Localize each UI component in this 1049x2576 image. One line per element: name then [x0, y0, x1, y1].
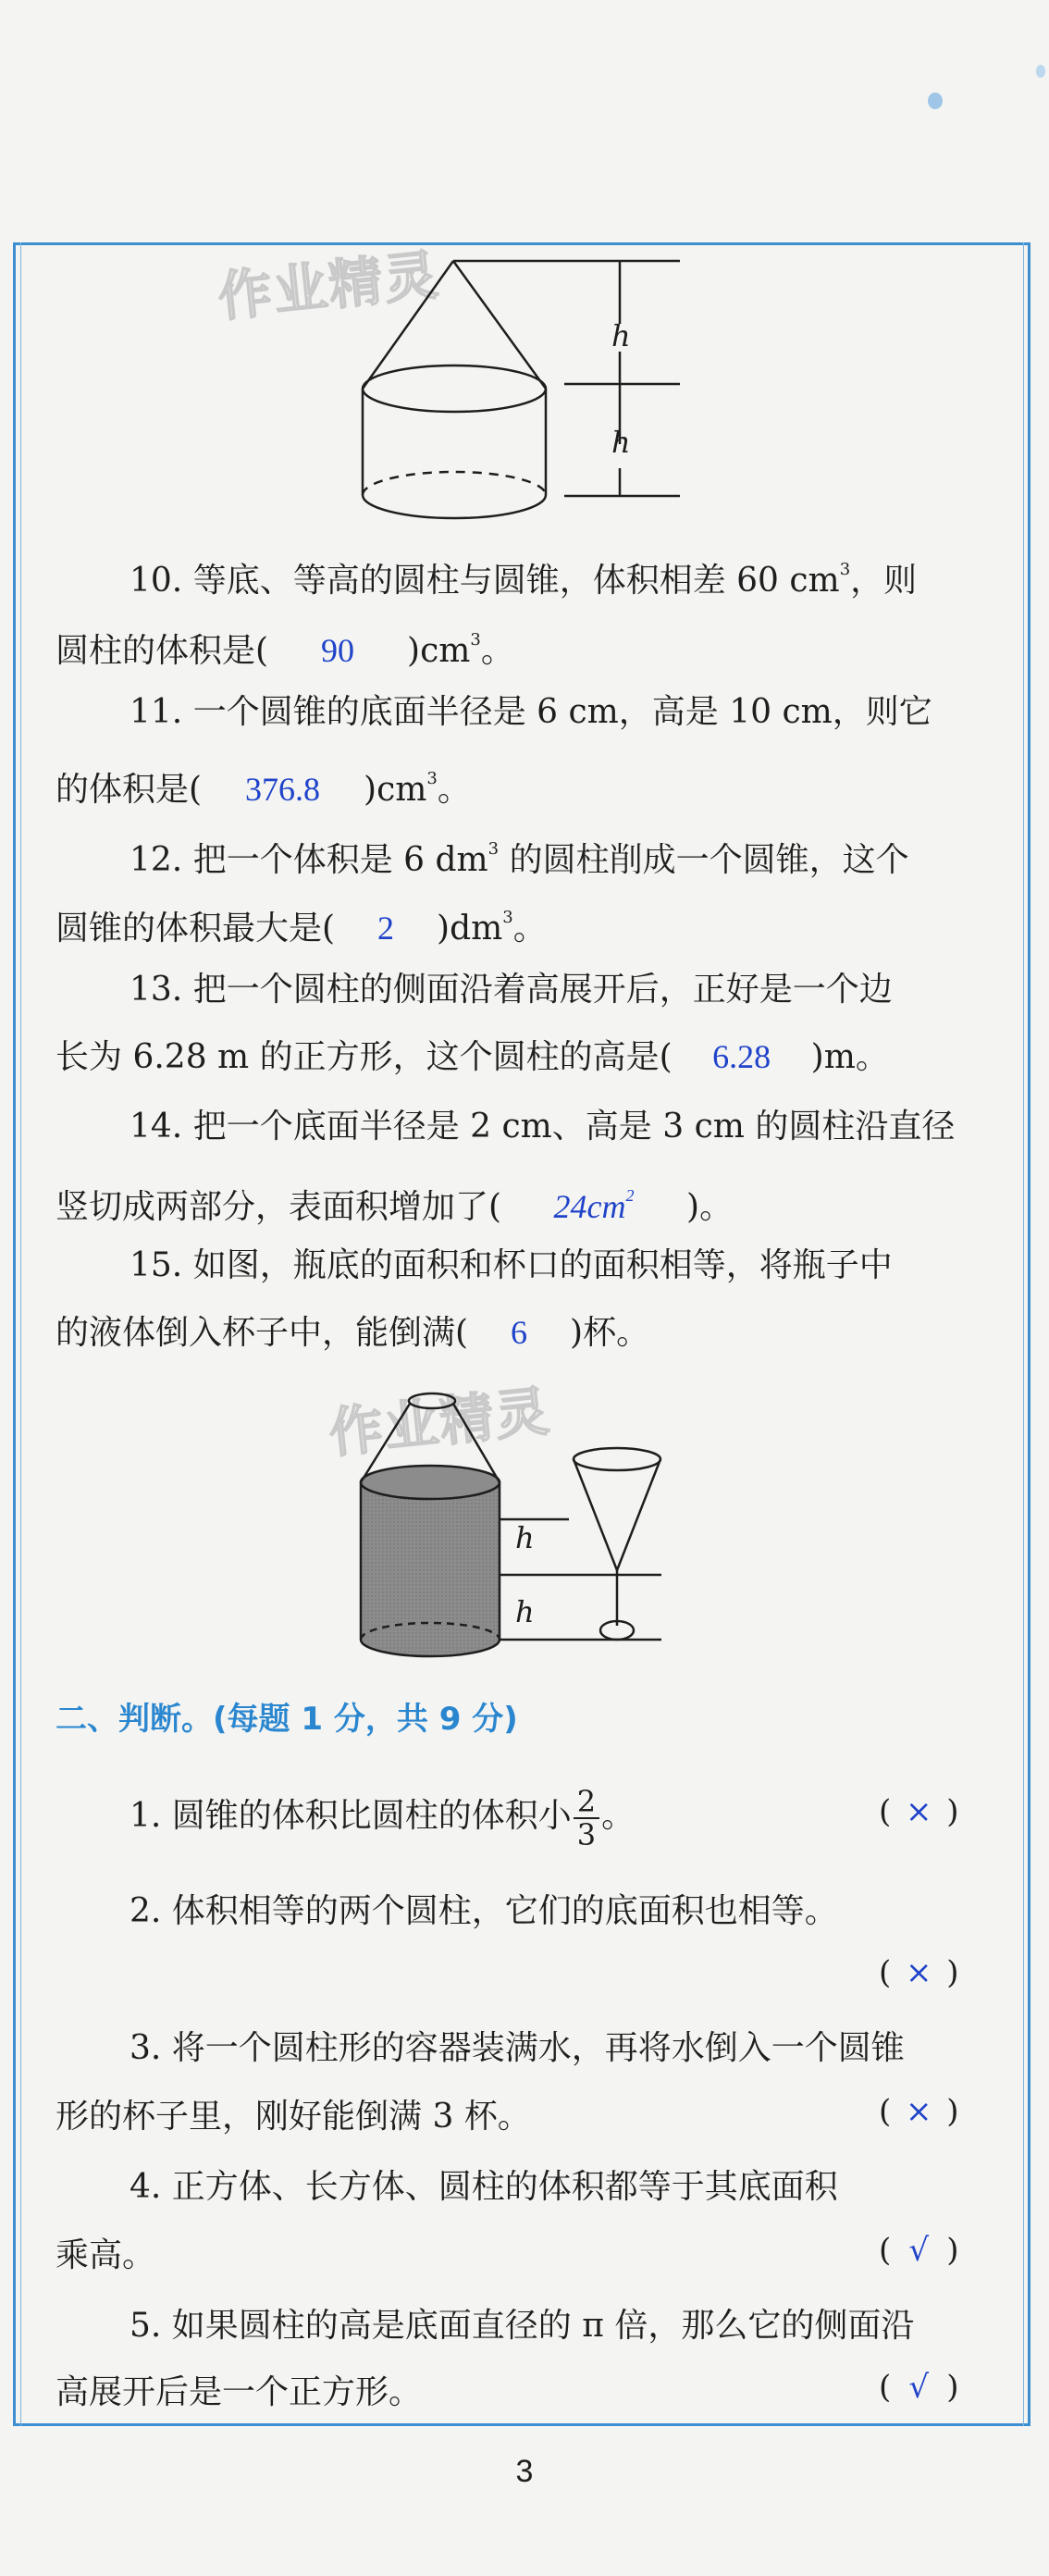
q13-line1: 13. 把一个圆柱的侧面沿着高展开后，正好是一个边 — [130, 971, 893, 1009]
q12-answer: 2 — [377, 910, 395, 947]
q10-text2-end: )cm — [407, 632, 471, 670]
judge1-text: 1. 圆锥的体积比圆柱的体积小 — [130, 1797, 572, 1835]
paren-open: ( — [879, 2232, 892, 2269]
q12-line2 — [56, 890, 547, 957]
fraction-denominator: 3 — [576, 1817, 597, 1852]
q14-answer: 24cm — [553, 1188, 626, 1225]
paren-open: ( — [879, 2093, 892, 2130]
q11-text2-end: )cm — [364, 771, 427, 809]
q10-text2: 圆柱的体积是( — [56, 632, 269, 670]
figure1-h-top: h — [611, 318, 631, 353]
page-number: 3 — [515, 2454, 534, 2489]
q15-line1: 15. 如图，瓶底的面积和杯口的面积相等，将瓶子中 — [130, 1246, 893, 1284]
q12-sup1: 3 — [487, 839, 500, 859]
watermark-top: 作业精灵 — [215, 242, 443, 329]
paren-open: ( — [879, 1793, 892, 1830]
paren-close: ) — [946, 1793, 959, 1830]
q10-sup1: 3 — [839, 560, 851, 579]
figure-cone-on-cylinder — [352, 250, 685, 509]
q13-text2-end: )m。 — [810, 1038, 889, 1076]
q13-text2: 长为 6.28 m 的正方形，这个圆柱的高是( — [56, 1038, 673, 1076]
q10-answer: 90 — [321, 632, 355, 669]
q12-text2-end: )dm — [437, 910, 503, 947]
judge4-line2: 乘高。 — [56, 2236, 156, 2274]
q14-text2: 竖切成两部分，表面积增加了( — [56, 1188, 502, 1226]
figure2-h-top: h — [515, 1520, 535, 1555]
q14-answer-sup: 2 — [625, 1186, 635, 1205]
judge1-line — [130, 1786, 635, 1851]
q12-sup2: 3 — [502, 908, 513, 927]
paren-close: ) — [946, 1954, 959, 1991]
judge1-text-end: 。 — [601, 1797, 636, 1835]
judge3-line1: 3. 将一个圆柱形的容器装满水，再将水倒入一个圆锥 — [130, 2029, 905, 2067]
q15-line2 — [56, 1305, 649, 1361]
judge3-answer-box — [879, 2093, 959, 2130]
judge4-mark: √ — [908, 2232, 930, 2269]
q11-line1: 11. 一个圆锥的底面半径是 6 cm，高是 10 cm，则它 — [130, 693, 932, 731]
q12-tail: 。 — [512, 910, 547, 947]
q13-answer: 6.28 — [712, 1038, 771, 1075]
q12-text2: 圆锥的体积最大是( — [56, 910, 336, 947]
judge4-answer-box — [879, 2232, 959, 2269]
judge1-answer-box — [879, 1793, 959, 1830]
q15-text2: 的液体倒入杯子中，能倒满( — [56, 1314, 469, 1352]
judge2-line1: 2. 体积相等的两个圆柱，它们的底面积也相等。 — [130, 1892, 838, 1930]
q10-tail: 。 — [480, 632, 514, 670]
q10-text1: 10. 等底、等高的圆柱与圆锥，体积相差 60 cm — [130, 562, 840, 600]
q11-sup: 3 — [426, 769, 438, 788]
q11-answer: 376.8 — [245, 771, 321, 808]
judge2-answer-box — [879, 1954, 959, 1991]
q14-text2-end: )。 — [686, 1188, 734, 1226]
q10-line2 — [56, 613, 514, 679]
fraction-2-3 — [574, 1786, 599, 1851]
q11-text2: 的体积是( — [56, 771, 203, 809]
fraction-numerator: 2 — [574, 1786, 599, 1819]
judge3-line2: 形的杯子里，刚好能倒满 3 杯。 — [56, 2098, 531, 2136]
judge5-line1: 5. 如果圆柱的高是底面直径的 π 倍，那么它的侧面沿 — [130, 2307, 915, 2345]
paren-open: ( — [879, 2369, 892, 2406]
q11-line2 — [56, 751, 471, 818]
q12-text1-end: 的圆柱削成一个圆锥，这个 — [499, 841, 909, 879]
paren-close: ) — [946, 2232, 959, 2269]
q13-line2 — [56, 1029, 889, 1085]
judge2-mark: × — [906, 1954, 932, 1991]
q15-text2-end: )杯。 — [570, 1314, 650, 1352]
judge5-answer-box — [879, 2369, 959, 2406]
q11-tail: 。 — [437, 771, 471, 809]
q14-line2 — [56, 1168, 733, 1235]
q12-line1 — [130, 822, 909, 888]
figure2-h-bottom: h — [515, 1594, 535, 1629]
judge5-line2: 高展开后是一个正方形。 — [56, 2373, 423, 2411]
q12-text1: 12. 把一个体积是 6 dm — [130, 841, 488, 879]
q14-line1: 14. 把一个底面半径是 2 cm、高是 3 cm 的圆柱沿直径 — [130, 1108, 956, 1146]
watermark-middle: 作业精灵 — [326, 1379, 554, 1466]
paren-close: ) — [946, 2369, 959, 2406]
q10-line1 — [130, 542, 917, 609]
paren-close: ) — [946, 2093, 959, 2130]
judge1-mark: × — [906, 1793, 932, 1830]
paren-open: ( — [879, 1954, 892, 1991]
judge4-line1: 4. 正方体、长方体、圆柱的体积都等于其底面积 — [130, 2168, 838, 2206]
judge5-mark: √ — [908, 2369, 930, 2406]
decor-dot — [928, 93, 943, 109]
q15-answer: 6 — [511, 1314, 528, 1351]
q10-sup2: 3 — [470, 630, 481, 650]
q10-text1-end: ，则 — [850, 562, 918, 600]
section-2-title: 二、判断。(每题 1 分，共 9 分) — [56, 1701, 518, 1738]
decor-dot-small — [1036, 65, 1045, 78]
figure1-h-bottom: h — [611, 425, 631, 460]
judge3-mark: × — [906, 2093, 932, 2130]
